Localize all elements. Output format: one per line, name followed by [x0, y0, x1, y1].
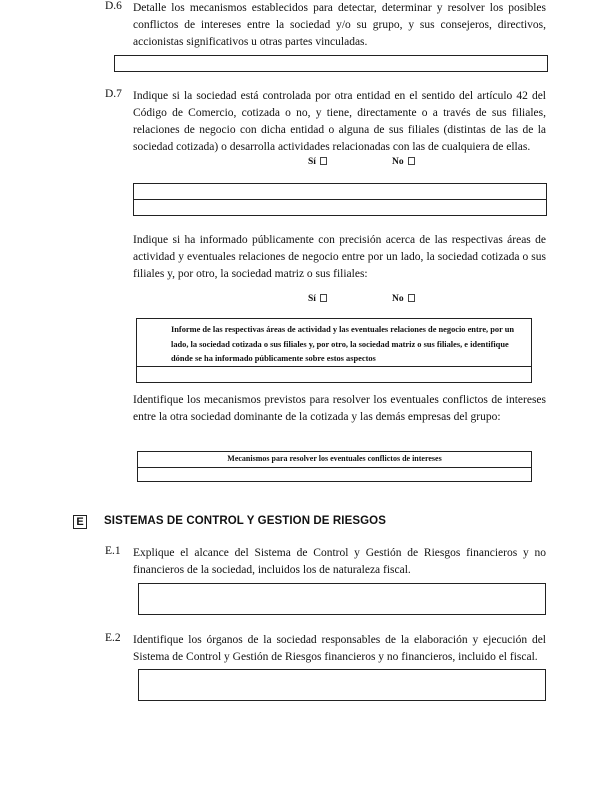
d7-no-option[interactable]	[392, 157, 415, 167]
e2-number: E.2	[105, 632, 121, 644]
d7-question: Indique si la sociedad está controlada por otra entidad en el sentido del artículo 42 del Código de Comercio, cotizada o no, y tiene, directamente o a través de sus filiales, relaciones de negocio con dicha entidad o alguna de sus filiales (distintas de las de la sociedad cotizada) o desarrolla actividades relacionadas con las de cualquiera de ellas.	[133, 90, 546, 153]
no-label: No	[392, 157, 404, 167]
d7-informed-yes-option[interactable]	[308, 294, 327, 304]
d7-info-box-label: Informe de las respectivas áreas de actividad y las eventuales relaciones de negocio entre, por un lado, la sociedad cotizada o sus filiales y, por otro, la sociedad matriz o sus filiales, e identifique dónde se ha informado públicamente sobre estos aspectos	[171, 325, 515, 363]
d7-mechanisms-question: Identifique los mecanismos previstos para resolver los eventuales conflictos de intereses entre la otra sociedad dominante de la cotizada y las demás empresas del grupo:	[133, 394, 546, 423]
section-e-letter: E	[73, 515, 87, 529]
d7-yes-option[interactable]	[308, 157, 327, 167]
d7-mechanisms-answer-row[interactable]	[137, 467, 532, 482]
d7-number: D.7	[105, 88, 122, 100]
d7-informed-question: Indique si ha informado públicamente con precisión acerca de las respectivas áreas de actividad y eventuales relaciones de negocio entre por un lado, la sociedad cotizada o sus filiales y, por otro, la sociedad matriz o sus filiales:	[133, 234, 546, 280]
yes-checkbox[interactable]	[320, 157, 327, 165]
e1-question: Explique el alcance del Sistema de Control y Gestión de Riesgos financieros y no financieros de la sociedad, incluidos los de naturaleza fiscal.	[133, 547, 546, 576]
d7-answer-row-2[interactable]	[133, 199, 547, 216]
section-e-title: SISTEMAS DE CONTROL Y GESTION DE RIESGOS	[104, 515, 386, 527]
e2-question: Identifique los órganos de la sociedad responsables de la elaboración y ejecución del Sistema de Control y Gestión de Riesgos financieros y no financieros, incluido el fiscal.	[133, 634, 546, 663]
d7-mechanisms-header-label: Mecanismos para resolver los eventuales conflictos de intereses	[227, 454, 442, 463]
no-label: No	[392, 294, 404, 304]
yes-label: Sí	[308, 294, 316, 304]
yes-label: Sí	[308, 157, 316, 167]
yes-checkbox[interactable]	[320, 294, 327, 302]
no-checkbox[interactable]	[408, 294, 415, 302]
e2-answer-field[interactable]	[138, 669, 546, 701]
d7-informed-no-option[interactable]	[392, 294, 415, 304]
d6-question: Detalle los mecanismos establecidos para detectar, determinar y resolver los posibles conflictos de intereses entre la sociedad y/o su grupo, y sus consejeros, directivos, accionistas significativos u otras partes vinculadas.	[133, 2, 546, 48]
e1-answer-field[interactable]	[138, 583, 546, 615]
no-checkbox[interactable]	[408, 157, 415, 165]
d7-answer-row-1[interactable]	[133, 183, 547, 200]
d6-answer-field[interactable]	[114, 55, 548, 72]
e1-number: E.1	[105, 545, 121, 557]
d7-mechanisms-header	[137, 451, 532, 468]
d7-info-box-header	[136, 318, 532, 367]
d7-info-answer-row[interactable]	[136, 366, 532, 383]
d6-number: D.6	[105, 0, 122, 12]
